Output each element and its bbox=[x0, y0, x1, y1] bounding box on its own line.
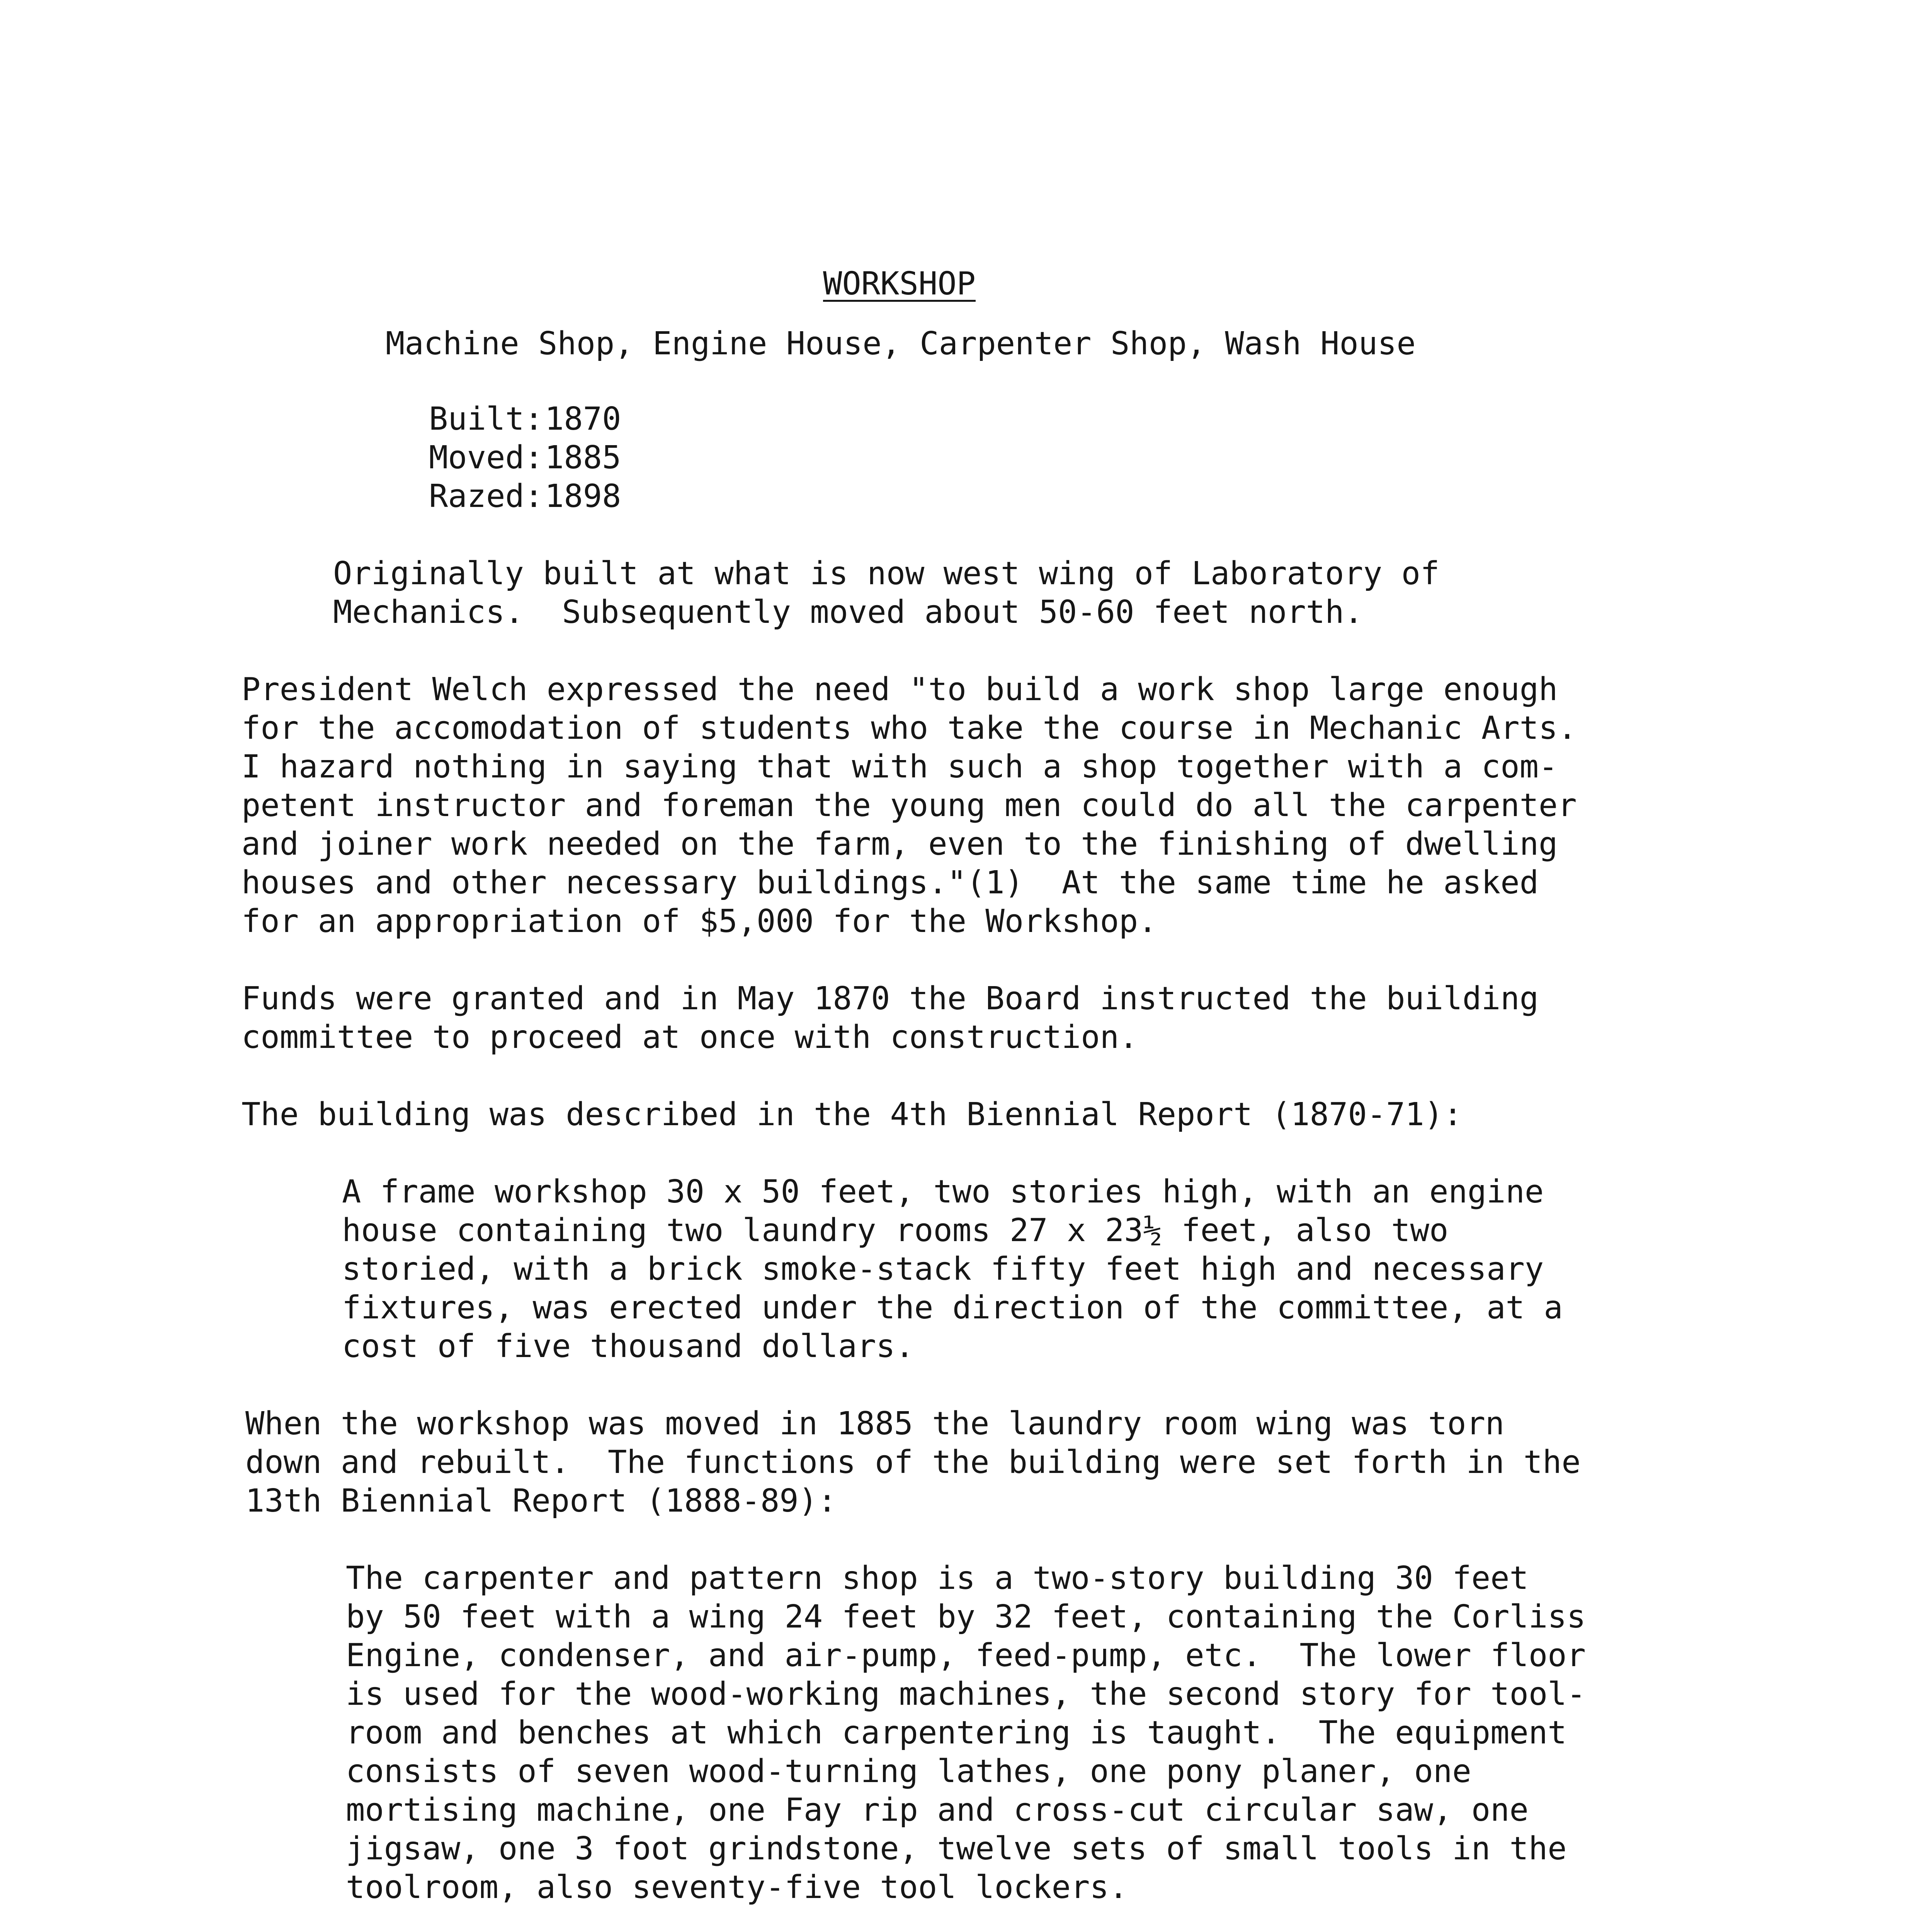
text-line: Mechanics. Subsequently moved about 50-60 feet north. bbox=[333, 594, 1363, 631]
text-line: When the workshop was moved in 1885 the laundry room wing was torn bbox=[245, 1405, 1505, 1442]
text-line: petent instructor and foreman the young men could do all the carpenter bbox=[242, 787, 1577, 824]
text-line: toolroom, also seventy-five tool lockers. bbox=[346, 1869, 1128, 1906]
text-line: for an appropriation of $5,000 for the Workshop. bbox=[242, 903, 1157, 940]
text-line: consists of seven wood-turning lathes, one pony planer, one bbox=[346, 1753, 1471, 1790]
text-line: committee to proceed at once with construction. bbox=[242, 1019, 1138, 1056]
text-line: and joiner work needed on the farm, even to the finishing of dwelling bbox=[242, 826, 1558, 862]
text-line: A frame workshop 30 x 50 feet, two stories high, with an engine bbox=[342, 1173, 1544, 1210]
text-line: down and rebuilt. The functions of the building were set forth in the bbox=[245, 1444, 1581, 1481]
date-year-razed: 1898 bbox=[545, 478, 621, 515]
text-line: houses and other necessary buildings."(1) At the same time he asked bbox=[242, 864, 1539, 901]
text-line: house containing two laundry rooms 27 x 23½ feet, also two bbox=[342, 1212, 1449, 1249]
text-line: by 50 feet with a wing 24 feet by 32 feet, containing the Corliss bbox=[346, 1599, 1586, 1635]
text-line: mortising machine, one Fay rip and cross-cut circular saw, one bbox=[346, 1792, 1529, 1828]
text-line: Engine, condenser, and air-pump, feed-pump, etc. The lower floor bbox=[346, 1637, 1586, 1674]
date-label-razed: Razed: bbox=[429, 478, 544, 515]
dates-table bbox=[429, 400, 630, 516]
text-line: The carpenter and pattern shop is a two-story building 30 feet bbox=[346, 1560, 1529, 1597]
date-year-built: 1870 bbox=[545, 401, 621, 437]
text-line: fixtures, was erected under the direction of the committee, at a bbox=[342, 1289, 1563, 1326]
text-line: The building was described in the 4th Biennial Report (1870-71): bbox=[242, 1096, 1463, 1133]
date-year-moved: 1885 bbox=[545, 439, 621, 476]
text-line: jigsaw, one 3 foot grindstone, twelve sets of small tools in the bbox=[346, 1830, 1567, 1867]
text-line: President Welch expressed the need "to build a work shop large enough bbox=[242, 671, 1558, 708]
page-title: WORKSHOP bbox=[823, 265, 976, 302]
text-line: is used for the wood-working machines, the second story for tool- bbox=[346, 1676, 1586, 1713]
text-line: Funds were granted and in May 1870 the Board instructed the building bbox=[242, 980, 1539, 1017]
building-names: Machine Shop, Engine House, Carpenter Shop, Wash House bbox=[386, 325, 1416, 362]
text-line: cost of five thousand dollars. bbox=[342, 1328, 915, 1365]
text-line: for the accomodation of students who take the course in Mechanic Arts. bbox=[242, 710, 1577, 747]
text-line: storied, with a brick smoke-stack fifty feet high and necessary bbox=[342, 1251, 1544, 1287]
text-line: I hazard nothing in saying that with such a shop together with a com- bbox=[242, 748, 1558, 785]
text-line: room and benches at which carpentering is taught. The equipment bbox=[346, 1714, 1567, 1751]
text-line: 13th Biennial Report (1888-89): bbox=[245, 1483, 837, 1519]
text-line: Originally built at what is now west wing of Laboratory of bbox=[333, 555, 1440, 592]
date-label-built: Built: bbox=[429, 401, 544, 437]
date-label-moved: Moved: bbox=[429, 439, 544, 476]
